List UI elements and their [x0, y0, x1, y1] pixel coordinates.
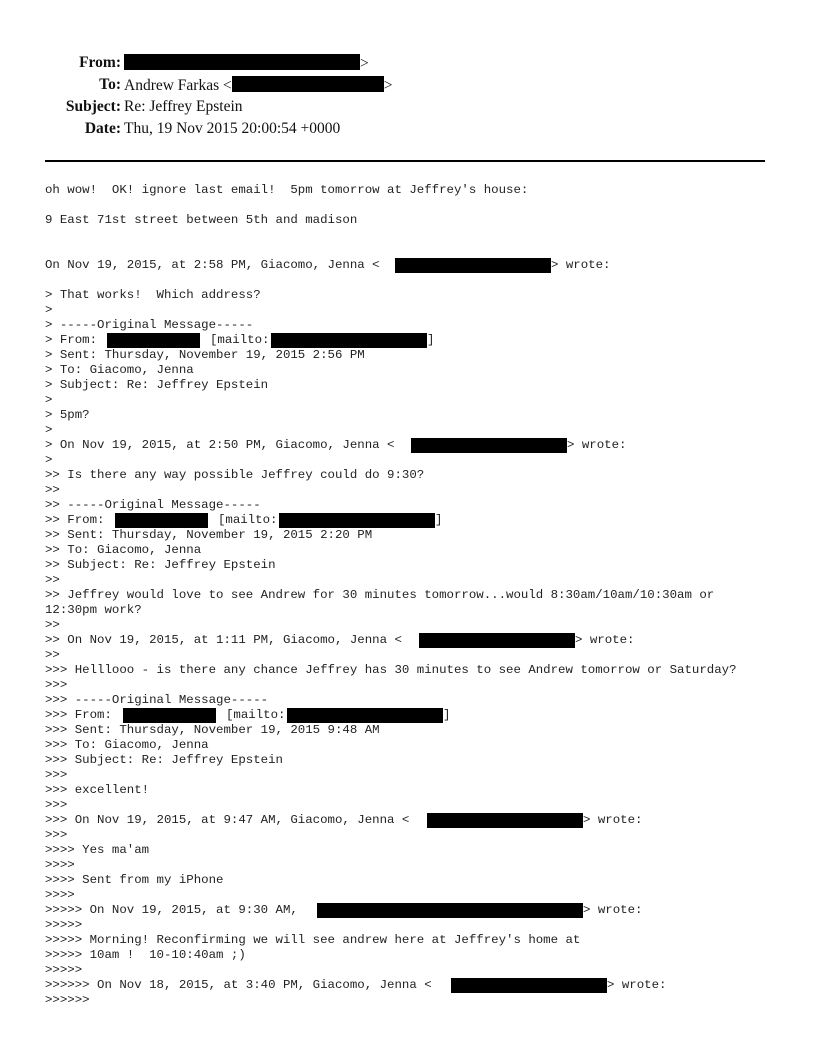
- body-line: >>: [45, 573, 60, 587]
- body-line: >>>: [45, 768, 68, 782]
- redaction-box: [427, 813, 583, 828]
- body-line: >>> -----Original Message-----: [45, 693, 269, 707]
- body-line: > wrote:: [607, 978, 667, 992]
- redaction-box: [271, 333, 427, 348]
- redaction-box: [115, 513, 208, 528]
- body-line: >>> excellent!: [45, 783, 150, 797]
- body-line: >> Subject: Re: Jeffrey Epstein: [45, 558, 276, 572]
- body-line: > wrote:: [567, 438, 627, 452]
- from-label: From:: [79, 54, 121, 71]
- body-line: >>>>> 10am ! 10-10:40am ;): [45, 948, 246, 962]
- body-line: >>>>>> On Nov 18, 2015, at 3:40 PM, Giacomo, Jenna <: [45, 978, 432, 992]
- date-value: Thu, 19 Nov 2015 20:00:54 +0000: [124, 120, 341, 137]
- redaction-box: [107, 333, 200, 348]
- body-line: >> On Nov 19, 2015, at 1:11 PM, Giacomo, Jenna <: [45, 633, 402, 647]
- body-line: > wrote:: [575, 633, 635, 647]
- body-line: ]: [427, 333, 435, 347]
- body-line: >>: [45, 648, 60, 662]
- subject-value: Re: Jeffrey Epstein: [124, 98, 243, 115]
- body-line: 9 East 71st street between 5th and madison: [45, 213, 358, 227]
- body-line: >: [45, 453, 53, 467]
- body-line: >> Jeffrey would love to see Andrew for 30 minutes tomorrow...would 8:30am/10am/10:30am or: [45, 588, 715, 602]
- body-line: >>>>>: [45, 918, 83, 932]
- body-line: >> From:: [45, 513, 105, 527]
- subject-label: Subject:: [65, 98, 121, 115]
- body-line: >>> Subject: Re: Jeffrey Epstein: [45, 753, 283, 767]
- body-line: >>> On Nov 19, 2015, at 9:47 AM, Giacomo, Jenna <: [45, 813, 410, 827]
- body-line: >>>> Yes ma'am: [45, 843, 150, 857]
- body-line: [mailto:: [218, 513, 278, 527]
- redaction-box: [451, 978, 607, 993]
- body-line: [mailto:: [226, 708, 286, 722]
- body-line: [mailto:: [210, 333, 270, 347]
- redaction-box: [279, 513, 435, 528]
- body-line: >> Is there any way possible Jeffrey could do 9:30?: [45, 468, 425, 482]
- body-line: > That works! Which address?: [45, 288, 261, 302]
- body-line: >>>: [45, 678, 68, 692]
- body-line: >: [45, 393, 53, 407]
- body-line: > From:: [45, 333, 98, 347]
- redaction-box: [317, 903, 583, 918]
- body-line: > 5pm?: [45, 408, 90, 422]
- body-line: >: [45, 303, 53, 317]
- body-line: > -----Original Message-----: [45, 318, 254, 332]
- date-label: Date:: [84, 120, 121, 137]
- redaction-box: [123, 708, 216, 723]
- redaction-box: [287, 708, 443, 723]
- body-line: >>> From:: [45, 708, 112, 722]
- body-line: oh wow! OK! ignore last email! 5pm tomorrow at Jeffrey's house:: [45, 183, 529, 197]
- body-line: > wrote:: [551, 258, 611, 272]
- body-line: >>>>> On Nov 19, 2015, at 9:30 AM,: [45, 903, 298, 917]
- body-line: >>>>>: [45, 963, 83, 977]
- redaction-box: [411, 438, 567, 453]
- header-to-row: [0, 76, 420, 98]
- body-line: >> -----Original Message-----: [45, 498, 261, 512]
- body-line: >> Sent: Thursday, November 19, 2015 2:20 PM: [45, 528, 373, 542]
- body-line: ]: [435, 513, 443, 527]
- body-line: >> To: Giacomo, Jenna: [45, 543, 202, 557]
- to-label: To:: [99, 76, 121, 93]
- redaction-box: [232, 76, 384, 92]
- body-line: > wrote:: [583, 813, 643, 827]
- body-line: >>>: [45, 798, 68, 812]
- body-line: > Sent: Thursday, November 19, 2015 2:56 PM: [45, 348, 365, 362]
- body-line: > On Nov 19, 2015, at 2:50 PM, Giacomo, Jenna <: [45, 438, 395, 452]
- body-line: On Nov 19, 2015, at 2:58 PM, Giacomo, Jenna <: [45, 258, 380, 272]
- header-divider: [45, 160, 765, 162]
- body-line: >>> Sent: Thursday, November 19, 2015 9:48 AM: [45, 723, 380, 737]
- body-line: > Subject: Re: Jeffrey Epstein: [45, 378, 269, 392]
- redaction-box: [419, 633, 575, 648]
- to-value: Andrew Farkas < >: [124, 77, 393, 94]
- from-value: >: [124, 54, 369, 73]
- header-date-row: [0, 120, 400, 142]
- body-line: >>> Helllooo - is there any chance Jeffrey has 30 minutes to see Andrew tomorrow or Saturday?: [45, 663, 737, 677]
- body-line: > wrote:: [583, 903, 643, 917]
- body-line: >>>>>>: [45, 993, 90, 1007]
- body-line: ]: [443, 708, 451, 722]
- body-line: >>> To: Giacomo, Jenna: [45, 738, 209, 752]
- body-line: >>>>: [45, 888, 75, 902]
- body-line: >>>: [45, 828, 68, 842]
- body-line: >: [45, 423, 53, 437]
- redaction-box: [124, 54, 360, 70]
- body-line: >>: [45, 483, 60, 497]
- body-line: 12:30pm work?: [45, 603, 142, 617]
- body-line: >>>>: [45, 858, 75, 872]
- body-line: >>>> Sent from my iPhone: [45, 873, 224, 887]
- redaction-box: [395, 258, 551, 273]
- body-line: > To: Giacomo, Jenna: [45, 363, 194, 377]
- body-line: >>: [45, 618, 60, 632]
- header-subject-row: [0, 98, 400, 120]
- header-from-row: [0, 54, 400, 76]
- body-line: >>>>> Morning! Reconfirming we will see andrew here at Jeffrey's home at: [45, 933, 581, 947]
